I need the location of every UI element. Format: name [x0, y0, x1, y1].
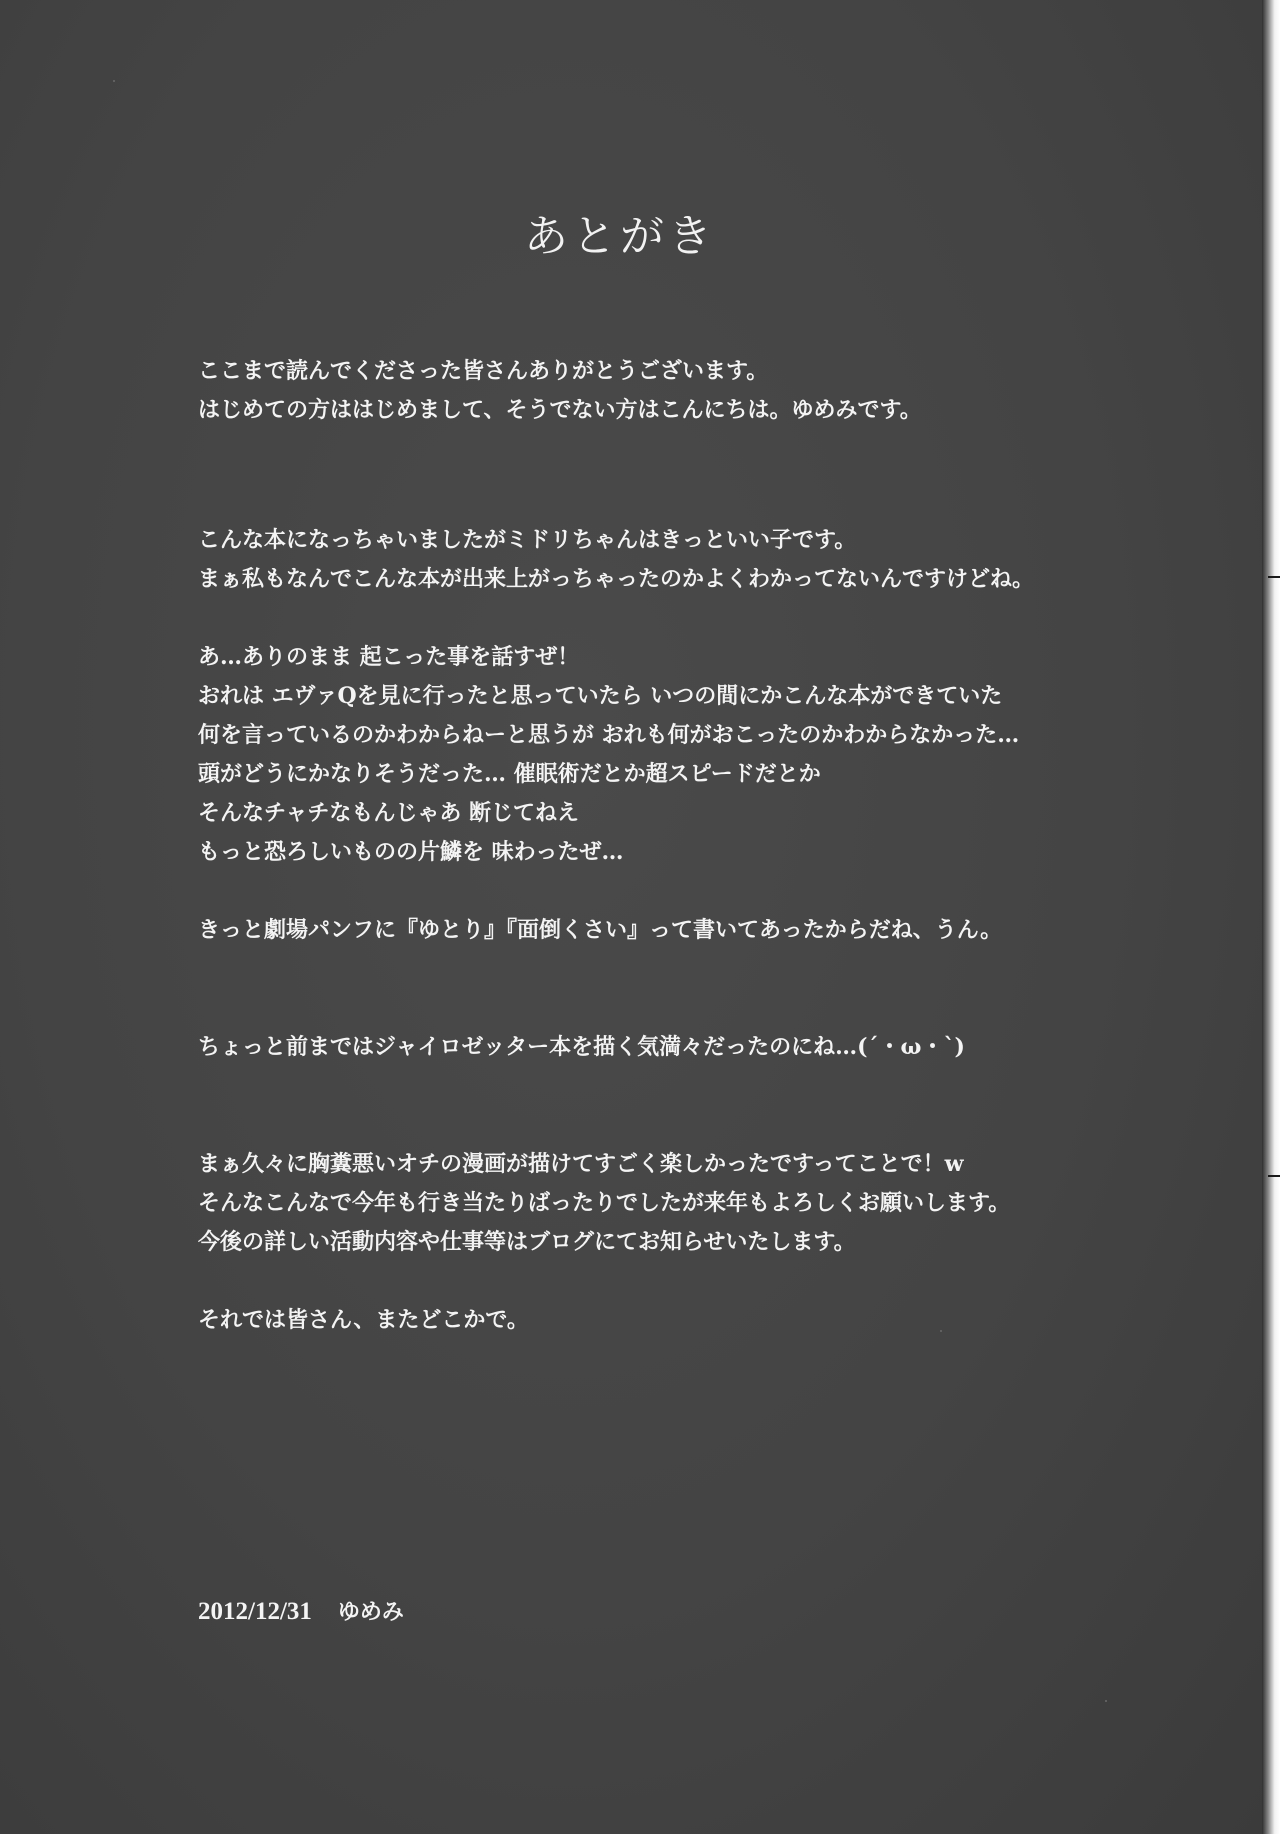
paragraph-spacer [198, 599, 1198, 638]
paragraph-spacer [198, 950, 1198, 1028]
paragraph-greeting [198, 352, 1198, 430]
edge-tick-mark [1268, 576, 1280, 578]
signature [198, 1595, 404, 1626]
text-line: こんな本になっちゃいましたがミドリちゃんはきっといい子です。 [198, 527, 857, 553]
text-line: ここまで読んでくださった皆さんありがとうございます。 [198, 358, 769, 384]
dust-speck [1105, 1700, 1107, 1702]
paragraph-closing [198, 1145, 1198, 1262]
text-line: はじめての方ははじめまして、そうでない方はこんにちは。ゆめみです。 [198, 397, 922, 423]
text-line: 何を言っているのかわからねーと思うが おれも何がおこったのかわからなかった… [198, 722, 1020, 748]
text-line: きっと劇場パンフに『ゆとり』『面倒くさい』って書いてあったからだね、うん。 [198, 917, 1003, 943]
signature-date: 2012/12/31 [198, 1598, 312, 1625]
text-line: それでは皆さん、またどこかで。 [198, 1307, 529, 1333]
paragraph-spacer [198, 872, 1198, 911]
text-line: ちょっと前まではジャイロゼッター本を描く気満々だったのにね…(´・ω・`) [198, 1034, 965, 1060]
signature-name: ゆめみ [337, 1599, 404, 1625]
paragraph-midori [198, 521, 1198, 599]
dust-speck [113, 80, 115, 82]
paragraph-parody [198, 638, 1198, 872]
text-line: 今後の詳しい活動内容や仕事等はブログにてお知らせいたします。 [198, 1229, 856, 1255]
paragraph-spacer [198, 430, 1198, 521]
page-right-edge [1262, 0, 1280, 1834]
page-title: あとがき [524, 211, 716, 262]
afterword-body [198, 352, 1198, 1340]
paragraph-spacer [198, 1262, 1198, 1301]
paragraph-farewell [198, 1301, 1198, 1340]
paragraph-gyrozetter [198, 1028, 1198, 1067]
text-line: おれは エヴァQを見に行ったと思っていたら いつの間にかこんな本ができていた [198, 683, 1003, 709]
paragraph-spacer [198, 1067, 1198, 1145]
text-line: そんなこんなで今年も行き当たりばったりでしたが来年もよろしくお願いします。 [198, 1190, 1011, 1216]
text-line: 頭がどうにかなりそうだった… 催眠術だとか超スピードだとか [198, 761, 821, 787]
text-line: あ…ありのまま 起こった事を話すぜ！ [198, 644, 580, 670]
text-line: もっと恐ろしいものの片鱗を 味わったぜ… [198, 839, 624, 865]
paragraph-pamphlet [198, 911, 1198, 950]
edge-tick-mark [1268, 1175, 1280, 1177]
text-line: まぁ久々に胸糞悪いオチの漫画が描けてすごく楽しかったですってことで！w [198, 1151, 964, 1177]
text-line: まぁ私もなんでこんな本が出来上がっちゃったのかよくわかってないんですけどね。 [198, 566, 1035, 592]
text-line: そんなチャチなもんじゃあ 断じてねえ [198, 800, 580, 826]
